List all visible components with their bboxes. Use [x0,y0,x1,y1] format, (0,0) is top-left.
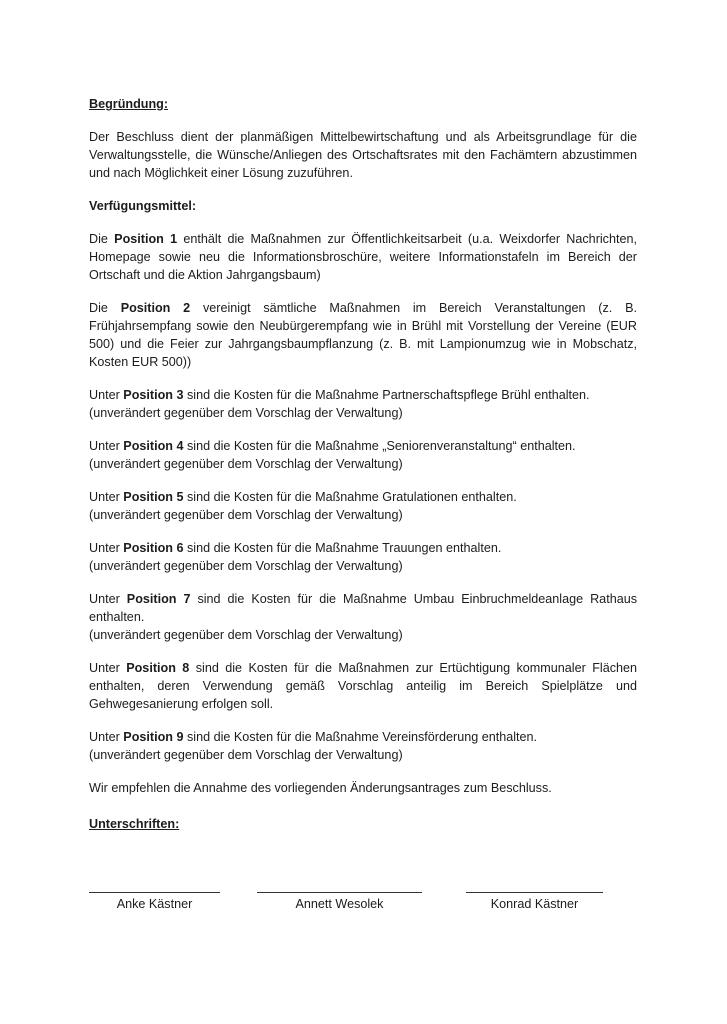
signature-line-2 [257,892,422,893]
position-3-note: (unverändert gegenüber dem Vorschlag der Verwaltung) [89,406,403,420]
position-4-paragraph: Unter Position 4 sind die Kosten für die Maßnahme „Seniorenveranstaltung“ enthalten. [89,439,576,453]
unterschriften-heading: Unterschriften: [89,817,180,831]
position-9-note: (unverändert gegenüber dem Vorschlag der Verwaltung) [89,748,403,762]
position-6-paragraph: Unter Position 6 sind die Kosten für die Maßnahme Trauungen enthalten. [89,541,502,555]
signature-line-1 [89,892,220,893]
position-8-paragraph: Unter Position 8 sind die Kosten für die Maßnahmen zur Ertüchtigung kommunaler Flächen enthalten, deren Verwendung gemäß Vorschlag anteilig im Bereich Spielplätze und Gehwegesanierung erfolgen soll. [89,661,638,711]
position-2-paragraph: Die Position 2 vereinigt sämtliche Maßnahmen im Bereich Veranstaltungen (z. B. Frühjahrsempfang sowie den Neubürgerempfang wie in Brühl mit Vorstellung der Vereine (EUR 500) und die Feier zur Jahrgangsbaumpflanzung (z. B. mit Lampionumzug wie in Mobschatz, Kosten EUR 500)) [89,301,637,369]
begruendung-heading: Begründung: [89,97,169,111]
begruendung-text: Der Beschluss dient der planmäßigen Mittelbewirtschaftung und als Arbeitsgrundlage für die Verwaltungsstelle, die Wünsche/Anliegen des Ortschaftsrates mit den Fachämtern abzustimmen und nach Möglichkeit einer Lösung zuzuführen. [89,130,637,180]
signature-name-1: Anke Kästner [116,897,193,911]
position-7-note: (unverändert gegenüber dem Vorschlag der Verwaltung) [89,628,403,642]
position-5-note: (unverändert gegenüber dem Vorschlag der Verwaltung) [89,508,403,522]
position-4-note: (unverändert gegenüber dem Vorschlag der Verwaltung) [89,457,403,471]
verfuegungsmittel-heading: Verfügungsmittel: [89,199,197,213]
recommendation-text: Wir empfehlen die Annahme des vorliegenden Änderungsantrages zum Beschluss. [89,781,552,795]
position-1-paragraph: Die Position 1 enthält die Maßnahmen zur Öffentlichkeitsarbeit (u.a. Weixdorfer Nachrichten, Homepage sowie neu die Informationsbroschüre, weitere Informationstafeln im Bereich der Ortschaft und die Aktion Jahrgangsbaum) [89,232,637,282]
position-6-note: (unverändert gegenüber dem Vorschlag der Verwaltung) [89,559,403,573]
position-5-paragraph: Unter Position 5 sind die Kosten für die Maßnahme Gratulationen enthalten. [89,490,517,504]
position-9-paragraph: Unter Position 9 sind die Kosten für die Maßnahme Vereinsförderung enthalten. [89,730,538,744]
signature-name-2: Annett Wesolek [295,897,384,911]
position-7-paragraph: Unter Position 7 sind die Kosten für die Maßnahme Umbau Einbruchmeldeanlage Rathaus enthalten. [89,592,637,624]
signature-name-3: Konrad Kästner [490,897,579,911]
signature-line-3 [466,892,603,893]
position-3-paragraph: Unter Position 3 sind die Kosten für die Maßnahme Partnerschaftspflege Brühl enthalten. [89,388,590,402]
document-body [89,95,637,833]
